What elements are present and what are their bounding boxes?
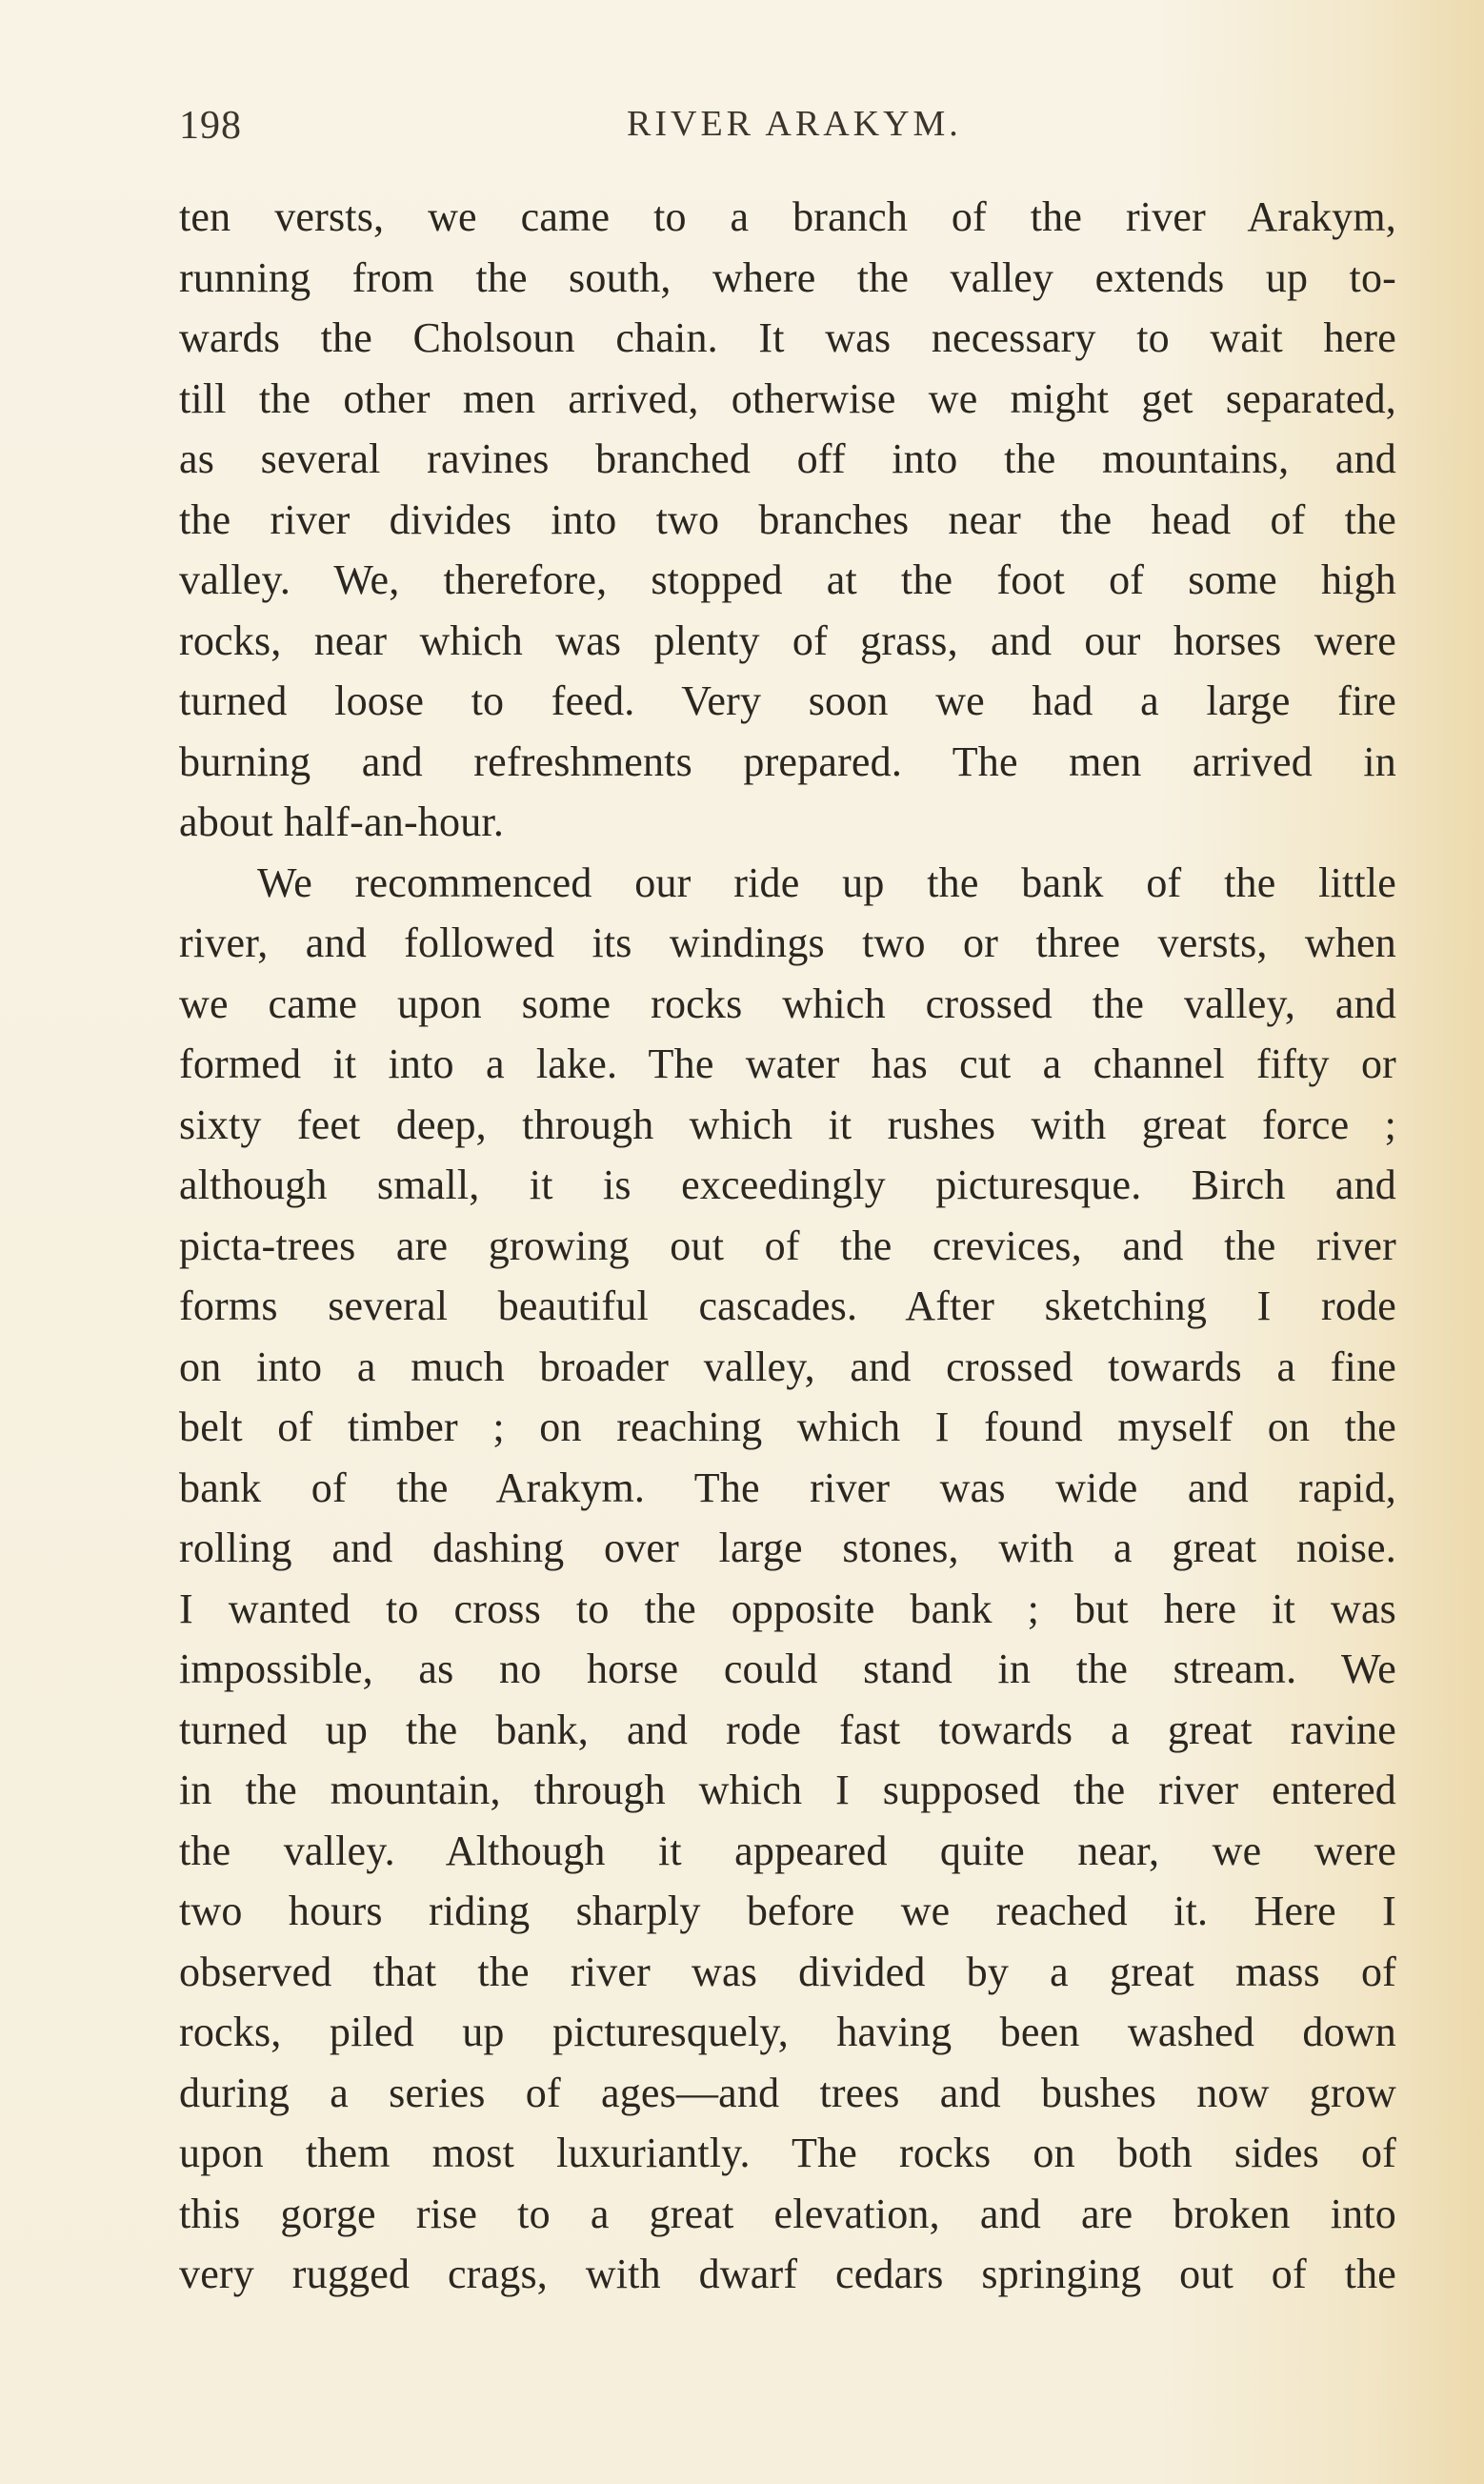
text-line: very rugged crags, with dwarf cedars springing out of the <box>179 2251 1396 2297</box>
text-line: We recommenced our ride up the bank of the little <box>257 858 1396 906</box>
text-line: formed it into a lake. The water has cut a channel fifty or <box>179 1040 1396 1087</box>
text-line: on into a much broader valley, and crossed towards a fine <box>179 1343 1396 1390</box>
page-header <box>179 103 1389 160</box>
text-line: the river divides into two branches near the head of the <box>179 495 1396 543</box>
text-line: rolling and dashing over large stones, with a great noise. <box>179 1525 1396 1571</box>
text-line: this gorge rise to a great elevation, and are broken into <box>179 2190 1396 2237</box>
text-line: as several ravines branched off into the mountains, and <box>179 435 1396 482</box>
text-line: valley. We, therefore, stopped at the foot of some high <box>179 556 1396 603</box>
text-line: forms several beautiful cascades. After sketching I rode <box>179 1282 1396 1329</box>
text-line: about half-an-hour. <box>179 798 505 845</box>
text-line: I wanted to cross to the opposite bank ; but here it was <box>179 1585 1396 1632</box>
text-line: two hours riding sharply before we reached it. Here I <box>179 1888 1396 1934</box>
text-line: rocks, piled up picturesquely, having been washed down <box>179 2009 1396 2055</box>
text-line: wards the Cholsoun chain. It was necessary to wait here <box>179 314 1396 361</box>
text-line: in the mountain, through which I supposed the river entered <box>179 1767 1396 1813</box>
text-line: turned loose to feed. Very soon we had a large fire <box>179 677 1396 724</box>
text-line: upon them most luxuriantly. The rocks on both sides of <box>179 2130 1396 2176</box>
text-line: burning and refreshments prepared. The men arrived in <box>179 737 1396 785</box>
text-line: ten versts, we came to a branch of the river Arakym, <box>179 193 1396 240</box>
text-line: bank of the Arakym. The river was wide and rapid, <box>179 1464 1396 1511</box>
text-line: observed that the river was divided by a great mass of <box>179 1948 1396 1995</box>
text-line: running from the south, where the valley extends up to- <box>179 253 1396 301</box>
text-line: river, and followed its windings two or three versts, when <box>179 919 1396 966</box>
body-text <box>179 187 1396 2305</box>
text-line: sixty feet deep, through which it rushes with great force ; <box>179 1101 1396 1148</box>
text-line: impossible, as no horse could stand in the stream. We <box>179 1646 1396 1692</box>
text-line: we came upon some rocks which crossed the valley, and <box>179 979 1396 1027</box>
text-line: during a series of ages—and trees and bushes now grow <box>179 2069 1396 2116</box>
page-number: 198 <box>179 104 242 148</box>
text-line: turned up the bank, and rode fast towards a great ravine <box>179 1706 1396 1753</box>
text-line: the valley. Although it appeared quite near, we were <box>179 1827 1396 1874</box>
running-head: RIVER ARAKYM. <box>627 104 962 144</box>
text-line: although small, it is exceedingly picturesque. Birch and <box>179 1161 1396 1208</box>
text-line: till the other men arrived, otherwise we might get separated, <box>179 374 1396 422</box>
text-line: rocks, near which was plenty of grass, and our horses were <box>179 616 1396 664</box>
text-line: belt of timber ; on reaching which I found myself on the <box>179 1404 1396 1450</box>
text-line: picta-trees are growing out of the crevices, and the river <box>179 1222 1396 1269</box>
